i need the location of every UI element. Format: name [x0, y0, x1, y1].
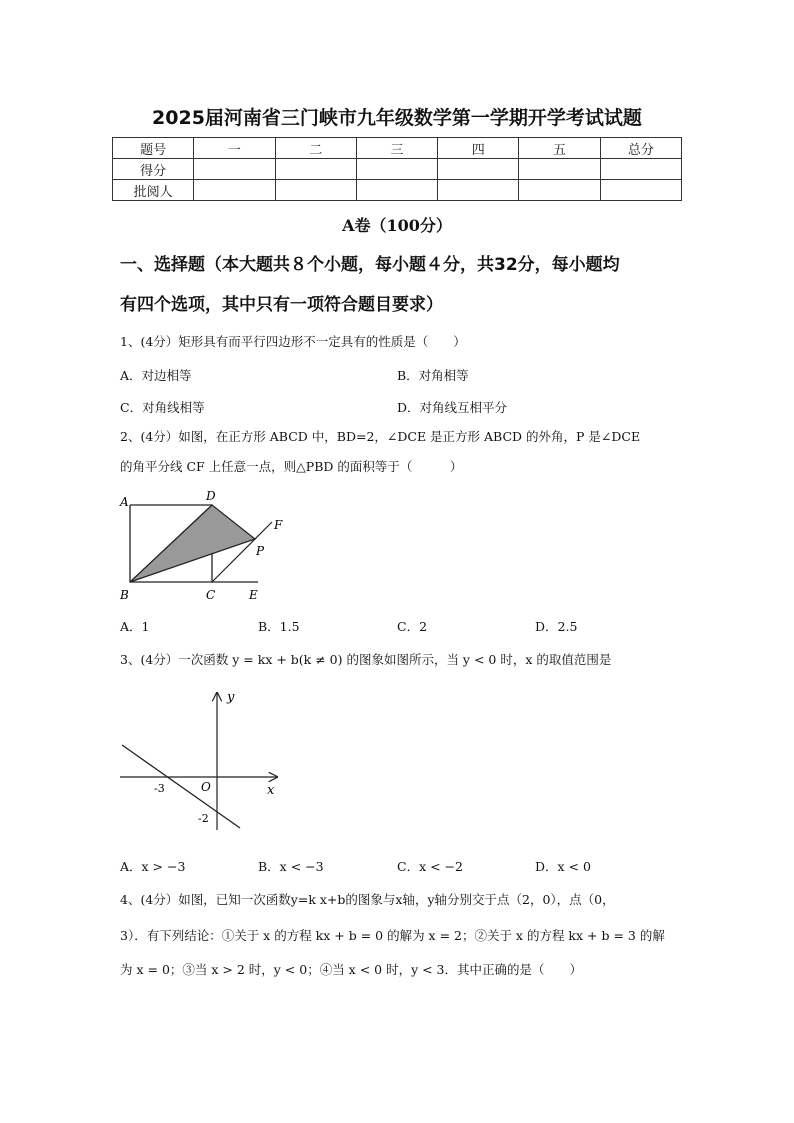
- table-cell: 三: [356, 138, 437, 159]
- square-figure: [112, 485, 312, 605]
- label-d: D: [206, 489, 216, 503]
- table-cell: [194, 180, 275, 201]
- question-4-line3: 为 x = 0；③当 x > 2 时，y < 0；④当 x < 0 时，y < 3．其中正确的是（ ）: [120, 962, 583, 977]
- shaded-triangle-pbd: [130, 505, 255, 582]
- table-row: [113, 180, 682, 201]
- table-cell: [519, 159, 600, 180]
- table-cell: [438, 159, 519, 180]
- table-cell: 题号: [113, 138, 194, 159]
- y-axis-label: y: [227, 690, 235, 705]
- score-table-header-row: [113, 138, 682, 159]
- section-heading-line1: 一、选择题（本大题共８个小题，每小题４分，共32分，每小题均: [120, 255, 620, 275]
- label-a: A: [120, 495, 129, 509]
- volume-heading: A卷（100分）: [342, 216, 452, 235]
- q3-option-b: B．x < −3: [258, 859, 324, 874]
- label-c: C: [206, 588, 216, 602]
- table-cell: [356, 159, 437, 180]
- table-cell: [600, 180, 681, 201]
- question-2-stem-line1: 2、(4分）如图，在正方形 ABCD 中，BD=2，∠DCE 是正方形 ABCD 的外角，P 是∠DCE: [120, 429, 641, 444]
- x-intercept-label: -3: [154, 782, 165, 795]
- q1-option-a: A．对边相等: [120, 368, 192, 383]
- table-cell: 一: [194, 138, 275, 159]
- q2-option-d: D．2.5: [535, 619, 578, 634]
- q3-option-c: C．x < −2: [397, 859, 463, 874]
- question-3-stem: 3、(4分）一次函数 y = kx + b(k ≠ 0) 的图象如图所示，当 y < 0 时，x 的取值范围是: [120, 652, 612, 667]
- page-title: 2025届河南省三门峡市九年级数学第一学期开学考试试题: [152, 107, 642, 129]
- table-cell: [600, 159, 681, 180]
- origin-label: O: [201, 780, 211, 794]
- q1-option-b: B．对角相等: [397, 368, 469, 383]
- q2-option-c: C．2: [397, 619, 428, 634]
- table-row: [113, 159, 682, 180]
- q3-option-a: A．x > −3: [120, 859, 186, 874]
- table-cell: 五: [519, 138, 600, 159]
- function-line: [122, 745, 240, 828]
- table-cell: [519, 180, 600, 201]
- q1-option-c: C．对角线相等: [120, 400, 205, 415]
- x-axis-label: x: [267, 783, 275, 798]
- table-cell: 批阅人: [113, 180, 194, 201]
- y-intercept-label: -2: [198, 812, 209, 825]
- label-b: B: [120, 588, 129, 602]
- question-4-line1: 4、(4分）如图，已知一次函数y=k x+b的图象与x轴，y轴分别交于点（2，0），点（0，: [120, 892, 615, 907]
- q2-option-a: A．1: [120, 619, 150, 634]
- table-cell: [438, 180, 519, 201]
- table-cell: 二: [275, 138, 356, 159]
- table-cell: 四: [438, 138, 519, 159]
- label-e: E: [249, 588, 258, 602]
- q2-option-b: B．1.5: [258, 619, 300, 634]
- section-heading-line2: 有四个选项，其中只有一项符合题目要求）: [120, 295, 443, 315]
- label-p: P: [256, 544, 265, 558]
- table-cell: [275, 159, 356, 180]
- score-table: [112, 137, 682, 201]
- question-4-line2: 3）．有下列结论：①关于 x 的方程 kx + b = 0 的解为 x = 2；②关于 x 的方程 kx + b = 3 的解: [120, 928, 665, 943]
- question-2-stem-line2: 的角平分线 CF 上任意一点，则△PBD 的面积等于（ ）: [120, 459, 463, 474]
- table-cell: [275, 180, 356, 201]
- q3-option-d: D．x < 0: [535, 859, 591, 874]
- table-cell: [194, 159, 275, 180]
- linear-function-graph: [112, 685, 292, 835]
- table-cell: 总分: [600, 138, 681, 159]
- q1-option-d: D．对角线互相平分: [397, 400, 508, 415]
- table-cell: [356, 180, 437, 201]
- label-f: F: [274, 518, 283, 532]
- question-1-stem: 1、(4分）矩形具有而平行四边形不一定具有的性质是（ ）: [120, 334, 466, 349]
- table-cell: 得分: [113, 159, 194, 180]
